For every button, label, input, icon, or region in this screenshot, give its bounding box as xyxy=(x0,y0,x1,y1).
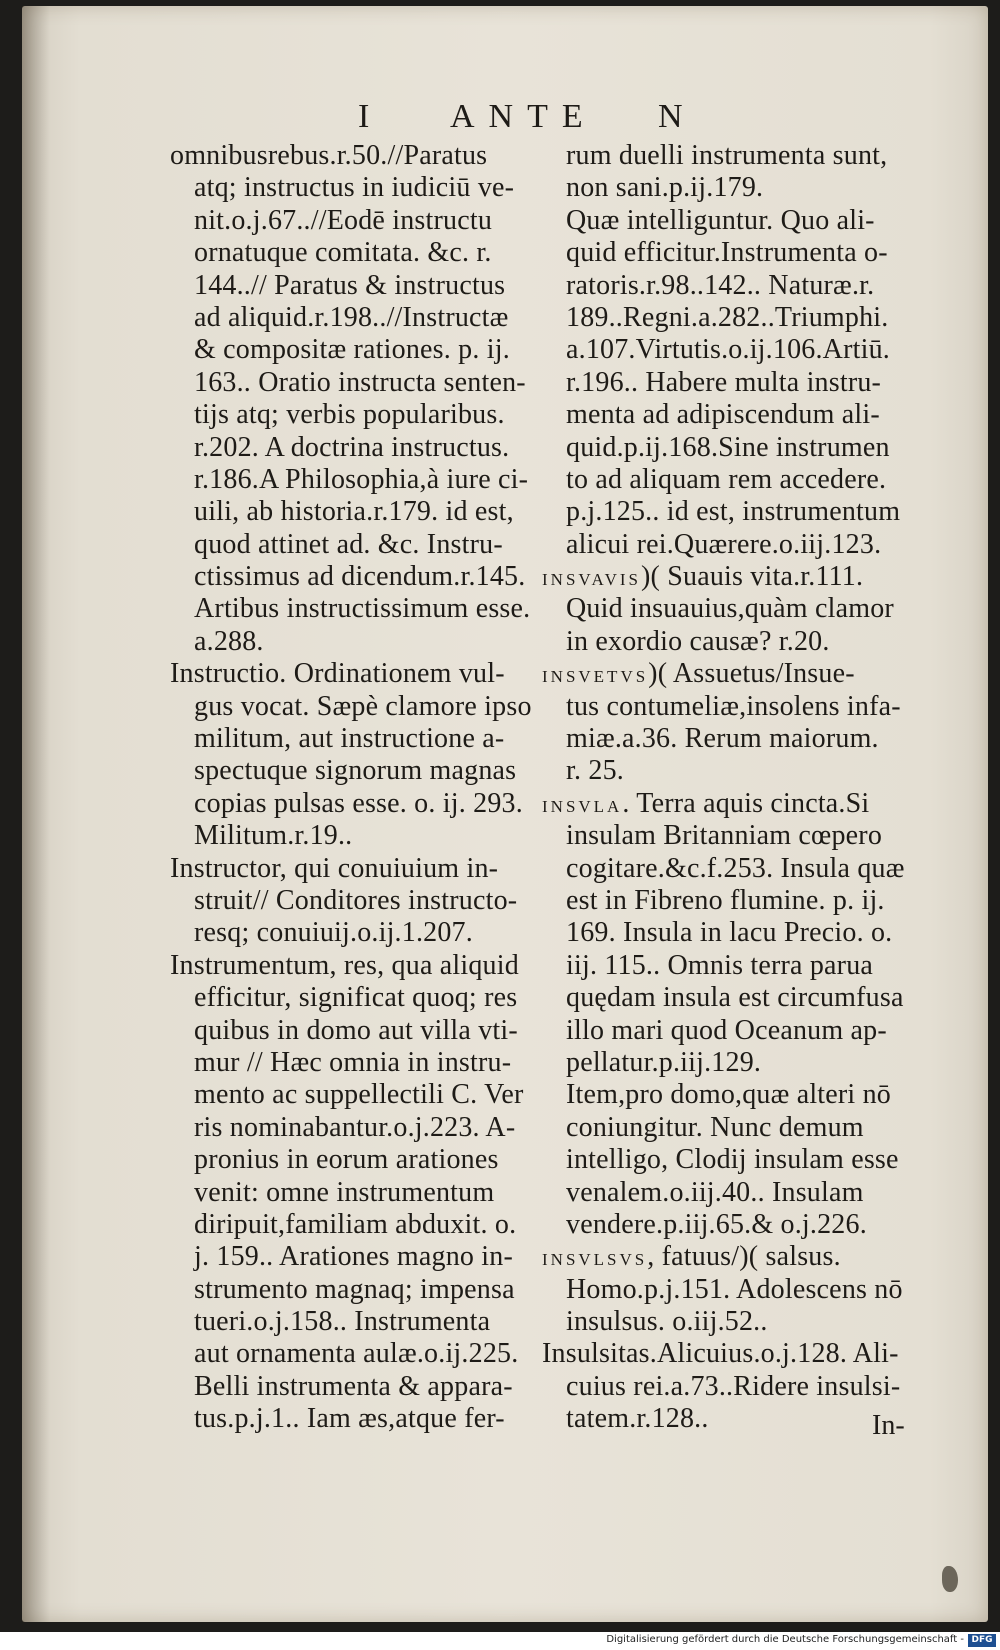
line-text: , fatuus/)( salsus. xyxy=(647,1241,841,1273)
right-text-line xyxy=(542,1306,972,1338)
entry-headword: INSVAVIS xyxy=(542,570,641,590)
right-text-line xyxy=(542,334,972,366)
line-text: Homo.p.j.151. Adolescens nō xyxy=(566,1273,903,1305)
right-text-line xyxy=(542,302,972,334)
right-text-line xyxy=(542,172,972,204)
right-text-line xyxy=(542,885,972,917)
right-text-line xyxy=(542,399,972,431)
line-text: to ad aliquam rem accedere. xyxy=(566,463,887,495)
left-text-line: diripuit,familiam abduxit. o. xyxy=(194,1208,517,1240)
left-text-line: ad aliquid.r.198..//Instructæ xyxy=(194,301,509,333)
left-text-line: r.202. A doctrina instructus. xyxy=(194,431,510,463)
left-text-line: ctissimus ad dicendum.r.145. xyxy=(194,561,526,593)
left-text-line: nit.o.j.67..//Eodē instructu xyxy=(194,204,493,236)
right-text-line xyxy=(542,140,972,172)
left-text-line: Militum.r.19.. xyxy=(194,820,353,852)
right-text-line xyxy=(542,691,972,723)
right-text-line xyxy=(542,950,972,982)
left-text-line: Instructio. Ordinationem vul- xyxy=(170,658,505,690)
left-text-line: Belli instrumenta & appara- xyxy=(194,1370,513,1402)
right-text-line xyxy=(542,917,972,949)
left-text-line: resq; conuiuij.o.ij.1.207. xyxy=(194,917,473,949)
left-text-line: pronius in eorum arationes xyxy=(194,1144,499,1176)
line-text: vendere.p.iij.65.& o.j.226. xyxy=(566,1208,867,1240)
line-text: est in Fibreno flumine. p. ij. xyxy=(566,884,885,916)
header-left-letter: I xyxy=(358,98,371,135)
left-text-line: Artibus instructissimum esse. xyxy=(194,593,531,625)
line-text: tus contumeliæ,insolens infa- xyxy=(566,690,901,722)
header-right-letter: N xyxy=(658,98,684,135)
left-text-line: mur // Hæc omnia in instru- xyxy=(194,1046,512,1078)
right-text-line xyxy=(542,529,972,561)
left-text-line: ris nominabantur.o.j.223. A- xyxy=(194,1111,516,1143)
right-text-line xyxy=(542,853,972,885)
entry-headword: INSVLA xyxy=(542,796,623,816)
entry-headword: INSVETVS xyxy=(542,667,649,687)
line-text: )( Suauis vita.r.111. xyxy=(640,561,864,593)
line-text: Item,pro domo,quæ alteri nō xyxy=(566,1079,892,1111)
line-text: quid.p.ij.168.Sine instrumen xyxy=(566,431,890,463)
left-text-line: Instrumentum, res, qua aliquid xyxy=(170,949,519,981)
left-text-line: uili, ab historia.r.179. id est, xyxy=(194,496,514,528)
catchword: In- xyxy=(872,1410,905,1441)
right-text-line xyxy=(542,723,972,755)
line-text: ratoris.r.98..142.. Naturæ.r. xyxy=(566,269,875,301)
line-text: menta ad adipiscendum ali- xyxy=(566,399,880,431)
header-center-word: ANTE xyxy=(450,98,597,135)
line-text: . Terra aquis cincta.Si xyxy=(622,787,870,819)
right-text-line xyxy=(542,1177,972,1209)
line-text: )( Assuetus/Insue- xyxy=(648,658,855,690)
left-text-line: j. 159.. Arationes magno in- xyxy=(194,1241,514,1273)
book-page xyxy=(22,6,988,1622)
line-text: Quæ intelliguntur. Quo ali- xyxy=(566,204,875,236)
line-text: rum duelli instrumenta sunt, xyxy=(566,140,888,171)
left-text-line: tijs atq; verbis popularibus. xyxy=(194,399,505,431)
line-text: p.j.125.. id est, instrumentum xyxy=(566,496,901,528)
right-text-line xyxy=(542,464,972,496)
right-text-line xyxy=(542,1371,972,1403)
left-text-line: militum, aut instructione a- xyxy=(194,723,505,755)
spine-shadow xyxy=(22,6,50,1622)
right-text-line xyxy=(542,237,972,269)
line-text: cuius rei.a.73..Ridere insulsi- xyxy=(566,1370,901,1402)
line-text: pellatur.p.iij.129. xyxy=(566,1046,762,1078)
left-text-line: strumento magnaq; impensa xyxy=(194,1273,515,1305)
left-text-line: quod attinet ad. &c. Instru- xyxy=(194,528,503,560)
right-text-line xyxy=(542,1112,972,1144)
line-text: miæ.a.36. Rerum maiorum. xyxy=(566,723,879,755)
left-text-line: mento ac suppellectili C. Ver xyxy=(194,1079,524,1111)
left-text-line: ornatuque comitata. &c. r. xyxy=(194,237,492,269)
line-text: 169. Insula in lacu Precio. o. xyxy=(566,917,893,949)
right-text-line xyxy=(542,432,972,464)
line-text: insulam Britanniam cœpero xyxy=(566,820,883,852)
dfg-logo: DFG xyxy=(968,1634,996,1647)
left-text-line: atq; instructus in iudiciū ve- xyxy=(194,172,515,204)
right-text-column xyxy=(542,140,972,1436)
right-text-line xyxy=(542,1015,972,1047)
line-text: r. 25. xyxy=(566,755,624,787)
line-text: intelligo, Clodij insulam esse xyxy=(566,1144,899,1176)
digitization-footer xyxy=(0,1632,1000,1650)
line-text: tatem.r.128.. xyxy=(566,1403,709,1435)
left-text-line: venit: omne instrumentum xyxy=(194,1176,495,1208)
left-text-column xyxy=(170,140,560,1436)
line-text: quędam insula est circumfusa xyxy=(566,982,904,1014)
left-text-line: aut ornamenta aulæ.o.ij.225. xyxy=(194,1338,519,1370)
right-text-line xyxy=(542,626,972,658)
left-text-line: r.186.A Philosophia,à iure ci- xyxy=(194,463,529,495)
running-header xyxy=(22,98,988,138)
entry-headword: INSVLSVS xyxy=(542,1250,648,1270)
footer-credit: Digitalisierung gefördert durch die Deutsche Forschungsgemeinschaft - xyxy=(606,1634,964,1645)
left-text-line: efficitur, significat quoq; res xyxy=(194,982,518,1014)
right-text-line xyxy=(542,820,972,852)
right-text-line xyxy=(542,1338,972,1370)
left-text-line: quibus in domo aut villa vti- xyxy=(194,1014,518,1046)
right-text-line xyxy=(542,1209,972,1241)
right-text-line xyxy=(542,982,972,1014)
entry-line xyxy=(542,658,972,690)
line-text: 189..Regni.a.282..Triumphi. xyxy=(566,301,889,333)
line-text: a.107.Virtutis.o.ij.106.Artiū. xyxy=(566,334,890,366)
entry-line xyxy=(542,1241,972,1273)
line-text: non sani.p.ij.179. xyxy=(566,172,764,204)
left-text-line: tus.p.j.1.. Iam æs,atque fer- xyxy=(194,1403,505,1435)
line-text: illo mari quod Oceanum ap- xyxy=(566,1014,887,1046)
line-text: in exordio causæ? r.20. xyxy=(566,625,830,657)
left-text-line: omnibusrebus.r.50.//Paratus xyxy=(170,140,488,171)
left-text-line: a.288. xyxy=(194,625,264,657)
left-text-line: & compositæ rationes. p. ij. xyxy=(194,334,510,366)
line-text: r.196.. Habere multa instru- xyxy=(566,366,882,398)
right-text-line xyxy=(542,205,972,237)
line-text: iij. 115.. Omnis terra parua xyxy=(566,949,874,981)
left-text-line: 144..// Paratus & instructus xyxy=(194,269,506,301)
right-text-line xyxy=(542,1403,972,1435)
line-text: insulsus. o.iij.52.. xyxy=(566,1306,768,1338)
right-text-line xyxy=(542,1144,972,1176)
line-text: venalem.o.iij.40.. Insulam xyxy=(566,1176,864,1208)
entry-line xyxy=(542,788,972,820)
right-text-line xyxy=(542,270,972,302)
right-text-line xyxy=(542,1274,972,1306)
line-text: coniungitur. Nunc demum xyxy=(566,1111,864,1143)
right-text-line xyxy=(542,755,972,787)
left-text-line: tueri.o.j.158.. Instrumenta xyxy=(194,1306,491,1338)
left-text-line: spectuque signorum magnas xyxy=(194,755,517,787)
right-text-line xyxy=(542,1079,972,1111)
line-text: Insulsitas.Alicuius.o.j.128. Ali- xyxy=(542,1338,899,1370)
line-text: cogitare.&c.f.253. Insula quæ xyxy=(566,852,905,884)
right-text-line xyxy=(542,496,972,528)
entry-line xyxy=(542,561,972,593)
left-text-line: copias pulsas esse. o. ij. 293. xyxy=(194,787,523,819)
left-text-line: struit// Conditores instructo- xyxy=(194,884,518,916)
left-text-line: 163.. Oratio instructa senten- xyxy=(194,366,526,398)
left-text-line: gus vocat. Sæpè clamore ipso xyxy=(194,690,532,722)
right-text-line xyxy=(542,593,972,625)
ink-stain xyxy=(942,1566,958,1592)
line-text: alicui rei.Quærere.o.iij.123. xyxy=(566,528,882,560)
line-text: Quid insuauius,quàm clamor xyxy=(566,593,894,625)
line-text: quid efficitur.Instrumenta o- xyxy=(566,237,888,269)
left-text-line: Instructor, qui conuiuium in- xyxy=(170,852,499,884)
right-text-line xyxy=(542,1047,972,1079)
right-text-line xyxy=(542,367,972,399)
